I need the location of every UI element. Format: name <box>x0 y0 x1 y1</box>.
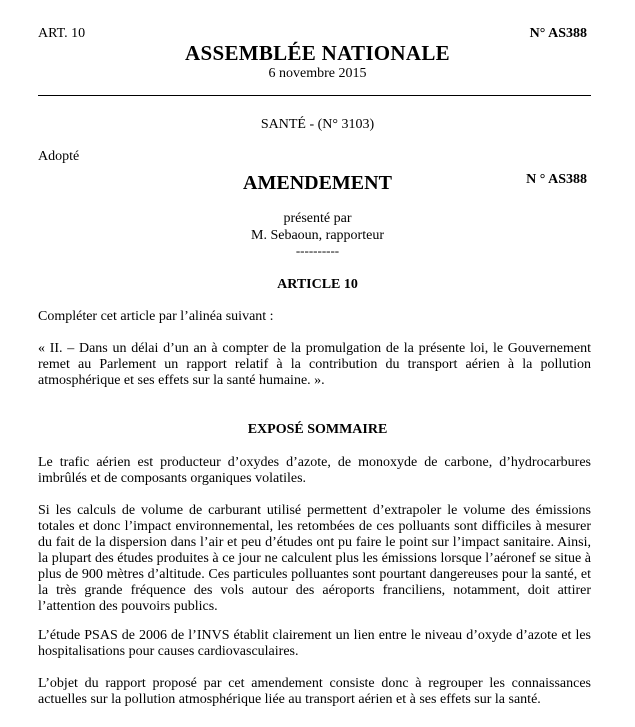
summary-paragraph: Le trafic aérien est producteur d’oxydes d’azote, de monoxyde de carbone, d’hydrocarbures imbrûlés et de composants organiques volatiles. <box>38 455 591 486</box>
summary-paragraph: L’objet du rapport proposé par cet amendement consiste donc à regrouper les connaissances actuelles sur la pollution atmosphérique liée au transport aérien et à ses effets sur la santé. <box>38 676 591 707</box>
summary-paragraph: L’étude PSAS de 2006 de l’INVS établit clairement un lien entre le niveau d’oxyde d’azote et les hospitalisations pour causes cardiovasculaires. <box>38 628 591 659</box>
summary-heading: EXPOSÉ SOMMAIRE <box>247 422 388 437</box>
bill-title: SANTÉ - (N° 3103) <box>260 117 375 132</box>
document-date: 6 novembre 2015 <box>268 66 367 81</box>
article-heading: ARTICLE 10 <box>277 277 358 292</box>
amendment-number: N ° AS388 <box>526 172 587 187</box>
article-instruction: Compléter cet article par l’alinéa suivant : <box>38 309 274 324</box>
author: M. Sebaoun, rapporteur <box>251 228 384 243</box>
amendment-title: AMENDEMENT <box>243 172 392 194</box>
header-divider <box>38 95 591 96</box>
assembly-title: ASSEMBLÉE NATIONALE <box>185 41 450 65</box>
separator: ---------- <box>295 243 340 258</box>
summary-paragraph: Si les calculs de volume de carburant utilisé permettent d’extrapoler le volume des émissions totales et donc l’impact environnemental, les retombées de ces polluants sont difficiles à mesurer du fait de la dispersion dans l’air et peu d’études ont pu faire le point sur l’impact sanitaire. Ainsi, la plupart des études produites à ce jour ne calculent plus les émissions lorsque l’aéronef se situe à plus de 900 mètres d’altitude. Ces particules polluantes sont pourtant dangereuses pour la santé, et la très grande fréquence des vols autour des aéroports franciliens, notamment, doit attirer l’attention des pouvoirs publics. <box>38 503 591 614</box>
amendment-text: « II. – Dans un délai d’un an à compter de la promulgation de la présente loi, le Gouvernement remet au Parlement un rapport relatif à la contribution du transport aérien à la pollution atmosphérique et ses effets sur la santé humaine. ». <box>38 341 591 388</box>
status-label: Adopté <box>38 149 80 164</box>
article-reference: ART. 10 <box>38 26 86 41</box>
presented-by: présenté par <box>283 211 352 226</box>
amendment-number-top: N° AS388 <box>529 26 587 41</box>
